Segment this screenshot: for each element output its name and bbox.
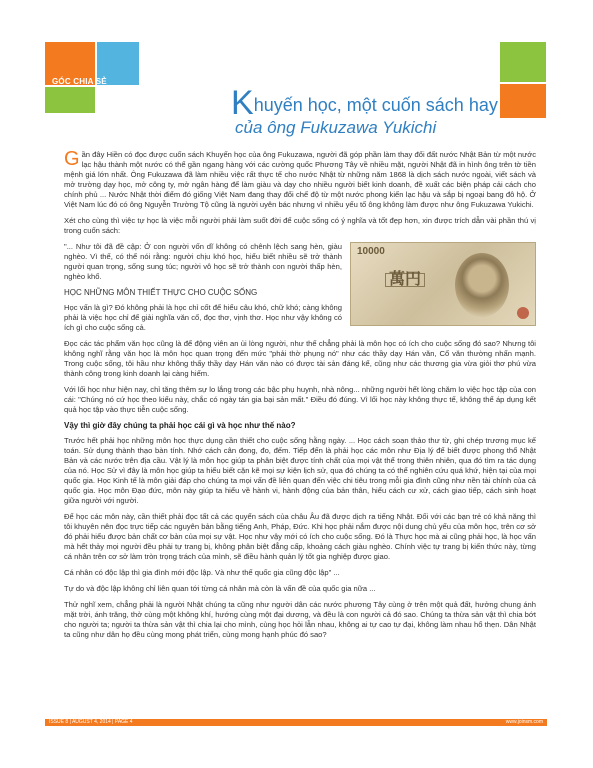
portrait-image	[455, 253, 509, 317]
paragraph-2: Xét cho cùng thì việc tự học là việc mỗi người phải làm suốt đời để cuộc sống có ý nghĩa và tốt đẹp hơn, xin được trích dẫn vài phần thú vị trong cuốn sách:	[64, 216, 536, 235]
paragraph-5: Đọc các tác phẩm văn học cũng là để động viên an ủi lòng người, như thế chẳng phải là môn học có ích cho cuộc sống đó sao? Nhưng tôi không nghĩ rằng văn học là môn học quan trọng đến mức "phải thờ phụng nó" như các thầy dạy Hán văn, Cổ văn thường nhấn mạnh. Trong cuộc sống, tôi hầu như không thấy thầy dạy Hán văn nào có được tài sản đáng kể, cũng như các thương gia vừa giỏi thơ phú vừa thành công trong kinh doanh lại càng hiếm.	[64, 339, 536, 378]
title-line-2: của ông Fukuzawa Yukichi	[235, 118, 437, 137]
banknote-amount: 10000	[357, 246, 385, 257]
intro-paragraph	[64, 150, 536, 210]
section-label: GÓC CHIA SẺ	[52, 77, 107, 86]
title-line-1	[231, 84, 511, 122]
paragraph-6: Với lối học như hiện nay, chỉ tăng thêm sự lo lắng trong các bậc phụ huynh, nhà nông... những người hết lòng chăm lo việc học tập của con cái: "Chúng nó cứ học theo kiểu này, chắc có ngày tán gia bại sản mất." Điều đó đúng. Vì lối học này không thực tế, không thể áp dụng kết quả học tập vào thực tiễn cuộc sống.	[64, 385, 536, 414]
quote-paragraph: "... Như tôi đã đề cập: Ở con người vốn dĩ không có chênh lệch sang hèn, giàu nghèo. Vì thế, có thể nói rằng: người chịu khó học, hiểu biết nhiều sẽ trở thành người quan trọng, sống sung túc; người vô học sẽ trở thành con người thấp hèn, nghèo khổ.	[64, 242, 342, 281]
paragraph-7: Trước hết phải học những môn học thực dụng cần thiết cho cuộc sống hằng ngày. ... Học cách soạn thảo thư từ, ghi chép trương mục kế toán. Sử dụng thành thạo bàn tính. Nhớ cách cân đong, đo, đếm. Tiếp đến là phải học các môn như Địa lý để biết được phong thổ Nhật Bản và các nước trên địa cầu. Vật lý là môn học giúp ta phân biệt được tính chất của mọi vật thể trong thiên nhiên, qua đó tìm ra tác dụng của nó. Học Sử vì đây là môn học giúp ta hiểu biết cặn kẽ mọi sự kiện lịch sử, qua đó chúng ta có thể nghiên cứu quá khứ, hiện tại của mọi quốc gia. Học Kinh tế là môn giải đáp cho chúng ta mọi vấn đề liên quan đến việc chi tiêu trong mỗi gia đình cũng như nền tài chính của cả quốc gia. Học môn Đạo đức, môn này giúp ta hiểu về hành vi, hành động của bản thân, hiểu cách cư xử, cách giao tiếp, cách sinh hoạt giữa người với người.	[64, 436, 536, 505]
question-heading: Vậy thì giờ đây chúng ta phải học cái gì và học như thế nào?	[64, 421, 296, 430]
banknote-image	[350, 242, 536, 326]
paragraph-9: Cá nhân có độc lập thì gia đình mới độc lập. Và như thế quốc gia cũng độc lập" ...	[64, 568, 340, 577]
paragraph-8: Để học các môn này, cần thiết phải đọc tất cả các quyển sách của châu Âu đã được dịch ra tiếng Nhật. Đối với các bạn trẻ có khả năng thì tôi khuyên nên đọc trực tiếp các nguyên bản bằng tiếng Anh, Pháp, Đức. Khi học phải nắm được nội dung chủ yếu của môn học, trên cơ sở đó phải hiểu được bản chất cơ bản của mọi sự vật. Học như vậy mới có ích cho cuộc sống. Đó là Thực học mà ai cũng phải học, là học vấn mà hết thảy mọi người đều phải tự trang bị, không phân biệt đẳng cấp, khoảng cách giàu nghèo. Chính việc tự trang bị kiến thức này, từng cá nhân trên cơ sở làm tròn trọng trách của mình, sẽ điều hành quản lý tốt gia nghiệp được giao.	[64, 512, 536, 561]
paragraph-4: Học vấn là gì? Đó không phải là học chỉ cốt để hiểu câu khó, chữ khó; càng không phải là việc học chỉ để giải nghĩa văn cổ, đọc thơ, vịnh thơ. Học như vậy không có ích gì cho cuộc sống cả.	[64, 303, 342, 332]
seal-icon	[517, 307, 529, 319]
decor-square-green	[45, 87, 95, 113]
footer-issue-info: ISSUE 8 | AUGUST 4, 2014 | PAGE 4	[49, 719, 133, 725]
decor-square-green-right	[500, 42, 546, 82]
footer-website-link[interactable]: www.joinsm.com	[505, 719, 543, 725]
paragraph-11: Thử nghĩ xem, chẳng phải là người Nhật chúng ta cũng như người dân các nước phương Tây cùng ở trên một quả đất, hưởng chung ánh mặt trời, ánh trăng, thở cùng một không khí, hướng cùng một đại dương, và đều là con người cả đó sao. Chúng ta thừa sản vật thì chia bớt cho người ta; người ta thừa sản vật thì chia lại cho mình, cùng học hỏi lẫn nhau, không ai tự cao tự đại, không làm nhau hổ thẹn. Dân Nhật ta cũng như dân họ đều cùng mong phát triển, cùng mong hạnh phúc đó sao?	[64, 600, 536, 639]
article-title	[231, 84, 511, 138]
banknote-kanji: 萬円	[385, 273, 425, 287]
subheading: HỌC NHỮNG MÔN THIẾT THỰC CHO CUỘC SỐNG	[64, 288, 258, 297]
footer-bar	[45, 719, 547, 726]
title-line-1-text: huyến học, một cuốn sách hay	[253, 95, 498, 115]
paragraph-10: Tự do và độc lập không chỉ liên quan tới từng cá nhân mà còn là vấn đề của quốc gia nữa ...	[64, 584, 376, 593]
intro-text: ần đây Hiền có đọc được cuốn sách Khuyến học của ông Fukuzawa, người đã góp phần làm thay đổi đất nước Nhật Bản từ một nước lạc hậu thành một nước có thể gần ngang hàng với các cường quốc Phương Tây về nhiều mặt, người Nhật đã in hình ông trên tờ tiền mệnh giá lớn nhất. Ông Fukuzawa đã làm nhiều việc rất thực tế cho nước Nhật từ những năm 1868 là dịch sách nước ngoài, viết sách và mở trường dạy học, mở công ty, mở ngân hàng để làm giàu và dạy cho nhiều người biết kinh doanh, đề xuất các biện pháp cải cách cho chính phủ ... Nước Nhật thời điểm đó giống Việt Nam đang thay đổi chế độ từ một nước phong kiến lạc hậu và sắp bị ngoại bang đô hộ. Ở Việt Nam lúc đó có ông Nguyễn Trường Tộ cũng là người uyên bác nhưng vì nhiều yếu tố ông không làm được như ông Fukuzawa Yukichi.	[64, 150, 536, 209]
title-dropcap: K	[231, 84, 254, 122]
article-body	[64, 150, 536, 646]
intro-dropcap: G	[64, 148, 80, 170]
